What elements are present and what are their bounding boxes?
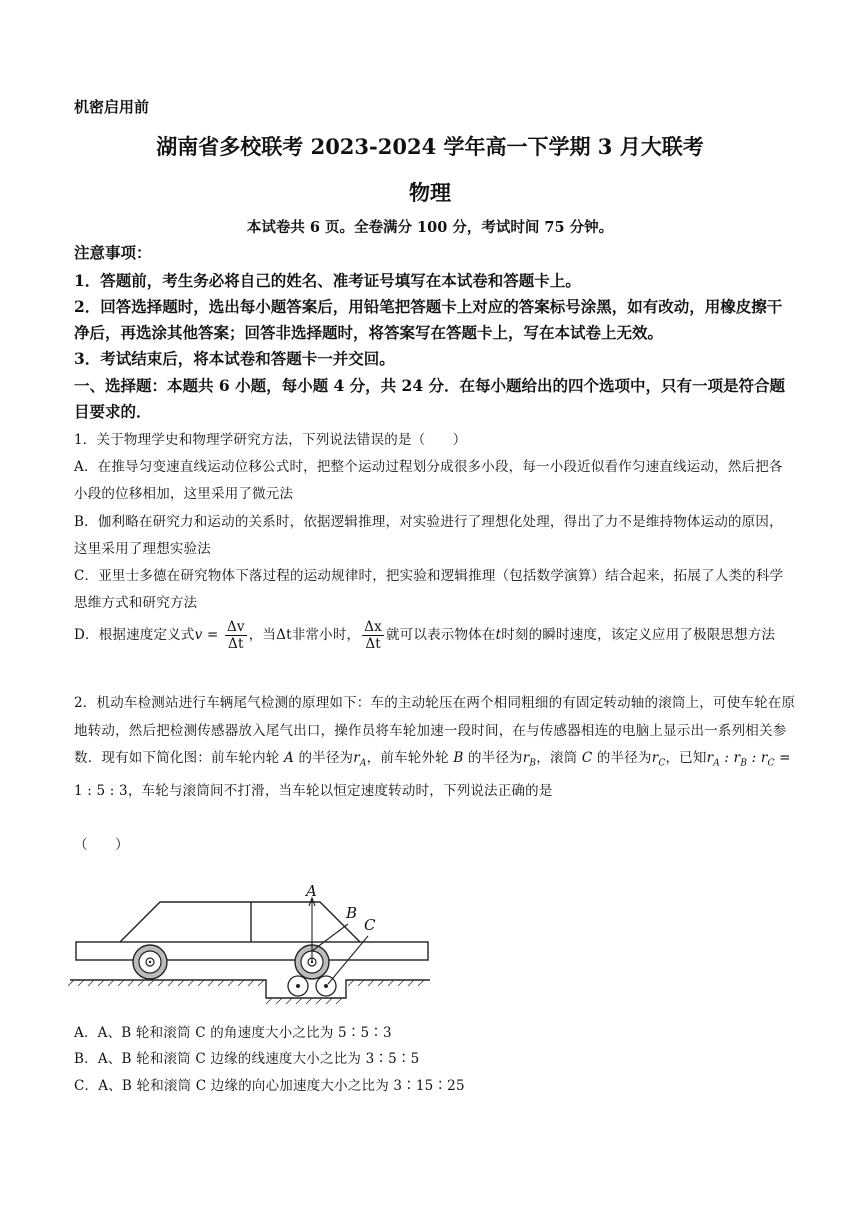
fraction-numerator: Δv [226, 619, 245, 635]
notice-item-2: 2．回答选择题时，选出每小题答案后，用铅笔把答题卡上对应的答案标号涂黑，如有改动，用橡皮擦干净后，再选涂其他答案；回答非选择题时，将答案写在答题卡上，写在本试卷上无效。 [74, 297, 783, 342]
q1d-text-4: 就可以表示物体在 [385, 627, 496, 643]
q2-text-8: ，车轮与滚筒间不打滑，当车轮以恒定速度转动时，下列说法正确的是 [127, 783, 553, 800]
symbol-v: v [194, 627, 203, 643]
equals-sign: = [202, 627, 223, 643]
fig-label-B: B [346, 904, 358, 922]
q2-text-6: 的半径为 [596, 750, 652, 766]
exam-title: 湖南省多校联考 2023-2024 学年高一下学期 3 月大联考 [156, 134, 704, 159]
question-2-answer-paren: （ ） [74, 837, 129, 853]
symbol-rA: $r_A$ [353, 750, 367, 769]
q2-text-2: 的半径为 [298, 750, 354, 766]
q2-text-3: ，前车轮外轮 [366, 750, 449, 766]
fraction-dv-dt [225, 619, 247, 652]
car-roller-diagram [68, 880, 438, 1010]
ground-hatch [68, 980, 424, 1004]
symbol-dt: Δt [276, 627, 292, 643]
question-2-option-a: A．A、B 轮和滚筒 C 的角速度大小之比为 5∶5∶3 [74, 1025, 392, 1041]
fig-label-A: A [306, 882, 317, 900]
q2-text-1: 2．机动车检测站进行车辆尾气检测的原理如下：车的主动轮压在两个相同粗细的有固定转动轴的滚筒上，可使车轮在原地转动，然后把检测传感器放入尾气出口，操作员将车轮加速一段时间，在与传感器相连的电脑上显示出一系列相关参数．现有如下简化图：前车轮内轮 [74, 695, 796, 766]
question-1-option-d [74, 619, 796, 652]
question-2-option-b: B．A、B 轮和滚筒 C 边缘的线速度大小之比为 3∶5∶5 [74, 1051, 420, 1067]
symbol-t: t [495, 627, 502, 643]
roller-left [288, 976, 308, 996]
ground-line [70, 980, 430, 998]
fraction-dx-dt [362, 619, 384, 652]
q1d-text-3: 非常小时， [291, 627, 361, 643]
rear-wheel [133, 945, 167, 979]
fraction-numerator: Δx [364, 619, 382, 635]
question-1-option-a: A．在推导匀变速直线运动位移公式时，把整个运动过程划分成很多小段，每一小段近似看作匀速直线运动，然后把各小段的位移相加，这里采用了微元法 [74, 459, 783, 502]
label-B: B [453, 750, 464, 766]
car-roof [120, 902, 360, 942]
question-1-option-b: B．伽利略在研究力和运动的关系时，依据逻辑推理，对实验进行了理想化处理，得出了力不是维持物体运动的原因，这里采用了理想实验法 [74, 514, 783, 557]
q1d-text-2: ，当 [248, 627, 277, 643]
symbol-rC: $r_C$ [651, 750, 666, 769]
ratio-values: = 1 : 5 : 3 [74, 750, 791, 800]
label-C: C [581, 750, 593, 766]
notice-item-3: 3．考试结束后，将本试卷和答题卡一并交回。 [74, 349, 395, 368]
section-heading: 一、选择题：本题共 6 小题，每小题 4 分，共 24 分．在每小题给出的四个选项中，只有一项是符合题目要求的． [74, 376, 786, 421]
fraction-denominator: Δt [365, 636, 381, 652]
notice-heading: 注意事项： [74, 243, 152, 262]
subject-title: 物理 [409, 180, 451, 205]
question-2-option-c: C．A、B 轮和滚筒 C 边缘的向心加速度大小之比为 3∶15∶25 [74, 1078, 465, 1094]
car-chassis [76, 942, 428, 960]
q1d-text-5: 时刻的瞬时速度，该定义应用了极限思想方法 [501, 627, 776, 643]
question-2-stem [74, 690, 796, 806]
q1d-text-1: D．根据速度定义式 [74, 627, 195, 643]
exam-info: 本试卷共 6 页。全卷满分 100 分，考试时间 75 分钟。 [246, 219, 614, 236]
fraction-denominator: Δt [228, 636, 244, 652]
fig-label-C: C [364, 916, 376, 934]
q2-text-7: ，已知 [665, 750, 707, 766]
q2-text-4: 的半径为 [467, 750, 523, 766]
secret-label: 机密启用前 [74, 98, 150, 116]
q2-text-5: ，滚筒 [536, 750, 578, 766]
symbol-rB: $r_B$ [522, 750, 537, 769]
question-1-stem: 1．关于物理学史和物理学研究方法，下列说法错误的是（ ） [74, 432, 467, 448]
roller-right [316, 976, 336, 996]
ratio-symbols: $r_A$ : $r_B$ : $r_C$ [706, 750, 775, 769]
notice-item-1: 1．答题前，考生务必将自己的姓名、准考证号填写在本试卷和答题卡上。 [74, 271, 581, 290]
label-A: A [284, 750, 294, 766]
question-1-option-c: C．亚里士多德在研究物体下落过程的运动规律时，把实验和逻辑推理（包括数学演算）结合起来，拓展了人类的科学思维方式和研究方法 [74, 568, 784, 611]
